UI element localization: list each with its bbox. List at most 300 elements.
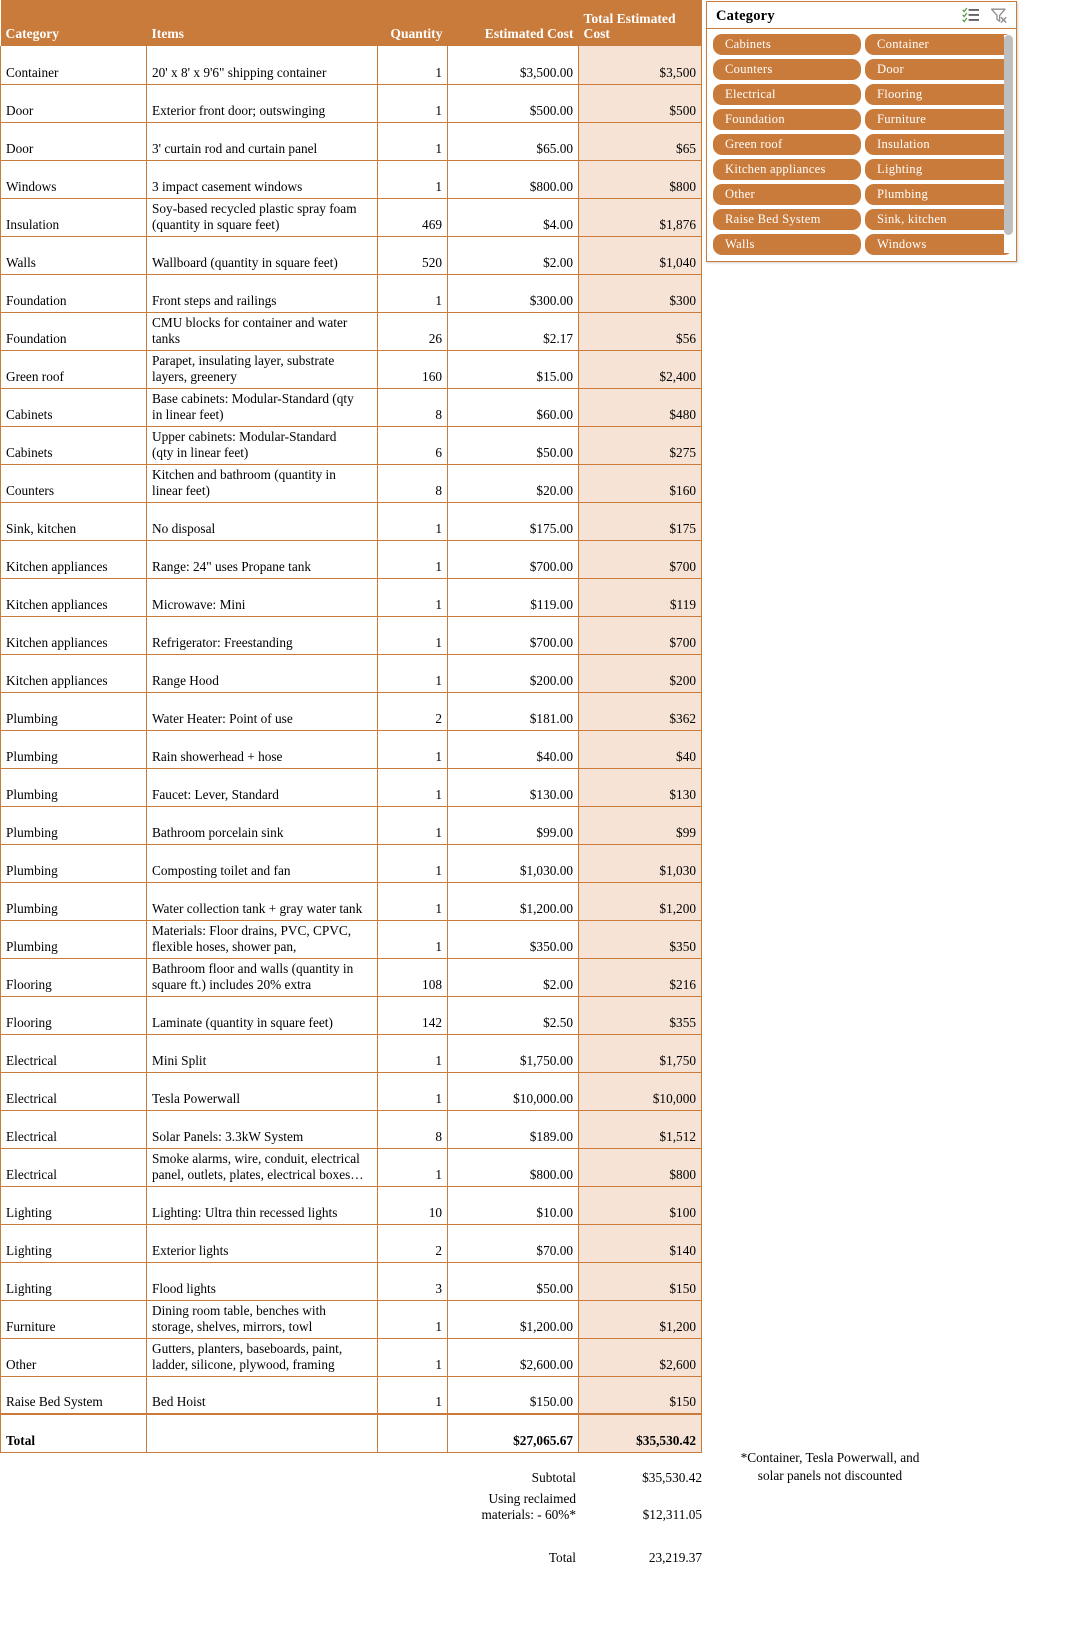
cell-total-estimated-cost: $700 [579, 540, 702, 578]
total-row-label: Total [1, 1414, 147, 1452]
discount-label-line1: Using reclaimed [488, 1490, 576, 1506]
cell-total-estimated-cost: $100 [579, 1186, 702, 1224]
cell-item [147, 1034, 378, 1072]
discount-label-line2: materials: - 60%* [481, 1507, 576, 1523]
cell-total-estimated-cost: $99 [579, 806, 702, 844]
cell-estimated-cost: $700.00 [448, 616, 579, 654]
cell-quantity: 1 [378, 1300, 448, 1338]
table-header [1, 0, 702, 46]
cell-estimated-cost: $2.50 [448, 996, 579, 1034]
column-header-total-estimated-cost [579, 0, 702, 46]
cell-item [147, 1338, 378, 1376]
cell-estimated-cost: $40.00 [448, 730, 579, 768]
table-row [1, 654, 702, 692]
cell-total-estimated-cost: $275 [579, 426, 702, 464]
slicer-item[interactable]: Walls [713, 234, 861, 255]
cell-quantity: 1 [378, 768, 448, 806]
cell-item-line1: Composting toilet and fan [152, 862, 291, 878]
cell-category: Plumbing [1, 768, 147, 806]
cell-estimated-cost: $2.00 [448, 236, 579, 274]
cell-quantity: 1 [378, 806, 448, 844]
table-row [1, 730, 702, 768]
slicer-item[interactable]: Container [865, 34, 1013, 55]
cell-item-line1: Wallboard (quantity in square feet) [152, 254, 338, 270]
cell-quantity: 1 [378, 578, 448, 616]
cell-estimated-cost: $50.00 [448, 1262, 579, 1300]
cell-quantity: 520 [378, 236, 448, 274]
multi-select-icon[interactable] [962, 7, 980, 24]
table-row [1, 236, 702, 274]
cell-total-estimated-cost: $362 [579, 692, 702, 730]
cell-item-line1: Dining room table, benches with [152, 1303, 326, 1319]
slicer-item[interactable]: Insulation [865, 134, 1013, 155]
table-row [1, 502, 702, 540]
slicer-item[interactable]: Green roof [713, 134, 861, 155]
cell-estimated-cost: $500.00 [448, 84, 579, 122]
cell-category: Plumbing [1, 844, 147, 882]
total-row-estimated-cost: $27,065.67 [448, 1414, 579, 1452]
cell-estimated-cost: $800.00 [448, 160, 579, 198]
cell-category: Plumbing [1, 692, 147, 730]
cell-estimated-cost: $2.17 [448, 312, 579, 350]
cell-item [147, 46, 378, 84]
table-row [1, 46, 702, 84]
cell-category: Cabinets [1, 426, 147, 464]
cell-total-estimated-cost: $1,750 [579, 1034, 702, 1072]
cell-item [147, 274, 378, 312]
cell-item-line1: Solar Panels: 3.3kW System [152, 1128, 304, 1144]
slicer-item[interactable]: Other [713, 184, 861, 205]
cell-item-line1: Kitchen and bathroom (quantity in [152, 467, 336, 483]
cell-total-estimated-cost: $3,500 [579, 46, 702, 84]
cell-item [147, 806, 378, 844]
cell-item [147, 464, 378, 502]
cell-item [147, 1148, 378, 1186]
cell-total-estimated-cost: $140 [579, 1224, 702, 1262]
cell-category: Lighting [1, 1224, 147, 1262]
cell-item-line1: Gutters, planters, baseboards, paint, [152, 1341, 343, 1357]
category-slicer-panel[interactable] [706, 1, 1017, 262]
cell-item-line1: Water Heater: Point of use [152, 710, 293, 726]
cell-item-line2: tanks [152, 330, 181, 346]
cell-item [147, 1110, 378, 1148]
cell-category: Flooring [1, 996, 147, 1034]
cell-quantity: 26 [378, 312, 448, 350]
cell-category: Cabinets [1, 388, 147, 426]
table-row [1, 1072, 702, 1110]
cell-quantity: 1 [378, 1034, 448, 1072]
clear-filter-icon[interactable] [990, 7, 1008, 24]
slicer-item[interactable]: Plumbing [865, 184, 1013, 205]
cell-category: Plumbing [1, 882, 147, 920]
footnote-line2: solar panels not discounted [757, 1467, 903, 1483]
cell-total-estimated-cost: $700 [579, 616, 702, 654]
table-row [1, 1376, 702, 1414]
cell-item [147, 654, 378, 692]
summary-spacer [430, 1526, 702, 1548]
cell-item-line1: 3' curtain rod and curtain panel [152, 140, 318, 156]
cell-total-estimated-cost: $200 [579, 654, 702, 692]
cell-item [147, 920, 378, 958]
cell-item-line2: in linear feet) [152, 406, 224, 422]
cell-item-line1: Laminate (quantity in square feet) [152, 1014, 333, 1030]
cell-estimated-cost: $10.00 [448, 1186, 579, 1224]
table-row [1, 806, 702, 844]
slicer-item[interactable]: Flooring [865, 84, 1013, 105]
table-row [1, 1300, 702, 1338]
table-total-row [1, 1414, 702, 1452]
cell-item-line1: Bathroom porcelain sink [152, 824, 284, 840]
cell-item [147, 730, 378, 768]
cell-item-line2: (qty in linear feet) [152, 444, 249, 460]
cell-quantity: 142 [378, 996, 448, 1034]
cell-category: Electrical [1, 1034, 147, 1072]
cell-item-line1: CMU blocks for container and water [152, 315, 348, 331]
cell-estimated-cost: $2,600.00 [448, 1338, 579, 1376]
cell-quantity: 3 [378, 1262, 448, 1300]
discount-label [430, 1489, 590, 1526]
cell-estimated-cost: $3,500.00 [448, 46, 579, 84]
cell-category: Raise Bed System [1, 1376, 147, 1414]
cell-item [147, 578, 378, 616]
cell-quantity: 2 [378, 692, 448, 730]
cell-category: Other [1, 1338, 147, 1376]
cell-item-line1: Exterior lights [152, 1242, 229, 1258]
cell-total-estimated-cost: $1,200 [579, 1300, 702, 1338]
slicer-item[interactable]: Counters [713, 59, 861, 80]
grand-total-label: Total [548, 1549, 576, 1565]
cell-estimated-cost: $130.00 [448, 768, 579, 806]
cell-estimated-cost: $119.00 [448, 578, 579, 616]
cell-quantity: 1 [378, 1376, 448, 1414]
cell-item-line2: ladder, silicone, plywood, framing [152, 1356, 335, 1372]
cell-total-estimated-cost: $300 [579, 274, 702, 312]
cell-item [147, 312, 378, 350]
table-row [1, 1034, 702, 1072]
slicer-title: Category [716, 8, 775, 24]
table-row [1, 388, 702, 426]
cell-item-line2: square ft.) includes 20% extra [152, 976, 312, 992]
slicer-item[interactable]: Kitchen appliances [713, 159, 861, 180]
footnote [712, 1449, 948, 1485]
cell-item [147, 958, 378, 996]
cell-category: Foundation [1, 312, 147, 350]
cell-item-line2: (quantity in square feet) [152, 216, 280, 232]
cell-quantity: 10 [378, 1186, 448, 1224]
cell-item [147, 768, 378, 806]
summary-block [430, 1468, 702, 1568]
cell-item [147, 616, 378, 654]
cell-category: Kitchen appliances [1, 540, 147, 578]
cell-total-estimated-cost: $800 [579, 1148, 702, 1186]
cell-category: Kitchen appliances [1, 616, 147, 654]
cell-item-line1: 20' x 8' x 9'6" shipping container [152, 64, 327, 80]
cell-total-estimated-cost: $150 [579, 1376, 702, 1414]
cell-total-estimated-cost: $160 [579, 464, 702, 502]
cell-category: Electrical [1, 1072, 147, 1110]
table-row [1, 198, 702, 236]
cell-estimated-cost: $350.00 [448, 920, 579, 958]
cell-category: Plumbing [1, 920, 147, 958]
table-row [1, 274, 702, 312]
spacer-cell-left [430, 1526, 590, 1548]
cell-item-line1: Tesla Powerwall [152, 1090, 241, 1106]
cell-category: Furniture [1, 1300, 147, 1338]
spacer-cell-right [590, 1526, 702, 1548]
cell-item-line1: Range Hood [152, 672, 219, 688]
cell-total-estimated-cost: $1,040 [579, 236, 702, 274]
cell-quantity: 160 [378, 350, 448, 388]
slicer-item[interactable]: Foundation [713, 109, 861, 130]
table-row [1, 84, 702, 122]
cell-category: Flooring [1, 958, 147, 996]
cell-item [147, 198, 378, 236]
slicer-header [707, 2, 1016, 29]
table-row [1, 958, 702, 996]
cell-quantity: 1 [378, 920, 448, 958]
cell-category: Electrical [1, 1110, 147, 1148]
cell-estimated-cost: $15.00 [448, 350, 579, 388]
cell-quantity: 1 [378, 274, 448, 312]
cell-total-estimated-cost: $65 [579, 122, 702, 160]
cell-category: Green roof [1, 350, 147, 388]
slicer-item[interactable]: Door [865, 59, 1013, 80]
cell-category: Walls [1, 236, 147, 274]
column-header-quantity: Quantity [378, 0, 448, 46]
cell-total-estimated-cost: $480 [579, 388, 702, 426]
cell-category: Kitchen appliances [1, 654, 147, 692]
grand-total-value: 23,219.37 [648, 1549, 702, 1565]
cell-estimated-cost: $800.00 [448, 1148, 579, 1186]
cell-estimated-cost: $4.00 [448, 198, 579, 236]
slicer-item[interactable]: Furniture [865, 109, 1013, 130]
cell-estimated-cost: $150.00 [448, 1376, 579, 1414]
table-body [1, 46, 702, 1452]
cell-total-estimated-cost: $150 [579, 1262, 702, 1300]
column-header-category: Category [1, 0, 147, 46]
summary-table [430, 1468, 702, 1568]
cell-item-line1: Mini Split [152, 1052, 207, 1068]
summary-row-subtotal [430, 1468, 702, 1489]
cell-item-line2: storage, shelves, mirrors, towl [152, 1318, 313, 1334]
cell-estimated-cost: $20.00 [448, 464, 579, 502]
cell-category: Insulation [1, 198, 147, 236]
table-row [1, 768, 702, 806]
cell-item [147, 502, 378, 540]
cell-item [147, 350, 378, 388]
slicer-item[interactable]: Lighting [865, 159, 1013, 180]
total-row-item [147, 1414, 378, 1452]
cell-total-estimated-cost: $1,512 [579, 1110, 702, 1148]
discount-value: $12,311.05 [642, 1507, 702, 1523]
slicer-item[interactable]: Raise Bed System [713, 209, 861, 230]
cell-total-estimated-cost: $1,030 [579, 844, 702, 882]
cell-category: Door [1, 122, 147, 160]
cell-quantity: 1 [378, 730, 448, 768]
table-row [1, 1148, 702, 1186]
cell-total-estimated-cost: $119 [579, 578, 702, 616]
cell-total-estimated-cost: $130 [579, 768, 702, 806]
cell-total-estimated-cost: $56 [579, 312, 702, 350]
cell-quantity: 469 [378, 198, 448, 236]
cell-estimated-cost: $65.00 [448, 122, 579, 160]
table-row [1, 426, 702, 464]
cell-estimated-cost: $60.00 [448, 388, 579, 426]
table-row [1, 1224, 702, 1262]
cell-quantity: 6 [378, 426, 448, 464]
cell-estimated-cost: $1,030.00 [448, 844, 579, 882]
cell-quantity: 1 [378, 84, 448, 122]
cell-item-line1: Bed Hoist [152, 1394, 206, 1410]
cell-total-estimated-cost: $216 [579, 958, 702, 996]
table-row [1, 312, 702, 350]
cell-item-line1: Rain showerhead + hose [152, 748, 283, 764]
table-row [1, 882, 702, 920]
cell-category: Lighting [1, 1262, 147, 1300]
subtotal-value: $35,530.42 [642, 1470, 702, 1485]
cell-item [147, 1300, 378, 1338]
column-header-items: Items [147, 0, 378, 46]
cell-estimated-cost: $189.00 [448, 1110, 579, 1148]
cell-quantity: 8 [378, 388, 448, 426]
column-header-total-line2: Cost [583, 26, 610, 42]
cell-item-line1: Bathroom floor and walls (quantity in [152, 961, 354, 977]
cell-item [147, 84, 378, 122]
total-row-quantity [378, 1414, 448, 1452]
table-row [1, 1110, 702, 1148]
cell-quantity: 1 [378, 540, 448, 578]
table-row [1, 1186, 702, 1224]
cell-item [147, 540, 378, 578]
cell-estimated-cost: $1,200.00 [448, 882, 579, 920]
slicer-item[interactable]: Sink, kitchen [865, 209, 1013, 230]
cell-estimated-cost: $70.00 [448, 1224, 579, 1262]
slicer-item[interactable]: Cabinets [713, 34, 861, 55]
table-row [1, 692, 702, 730]
table-row [1, 122, 702, 160]
cell-item [147, 1072, 378, 1110]
slicer-item[interactable]: Windows [865, 234, 1013, 255]
cell-item-line1: Soy-based recycled plastic spray foam [152, 201, 357, 217]
cell-item-line1: Water collection tank + gray water tank [152, 900, 363, 916]
cell-item-line1: 3 impact casement windows [152, 178, 303, 194]
summary-row-discount [430, 1489, 702, 1526]
cell-item-line2: flexible hoses, shower pan, [152, 938, 297, 954]
cell-estimated-cost: $300.00 [448, 274, 579, 312]
cell-item-line1: Smoke alarms, wire, conduit, electrical [152, 1151, 360, 1167]
slicer-scrollbar-thumb[interactable] [1004, 35, 1013, 235]
table-row [1, 160, 702, 198]
cell-item [147, 122, 378, 160]
cell-item [147, 426, 378, 464]
cell-category: Lighting [1, 1186, 147, 1224]
cell-category: Windows [1, 160, 147, 198]
cell-category: Foundation [1, 274, 147, 312]
cell-quantity: 1 [378, 1148, 448, 1186]
cell-quantity: 1 [378, 654, 448, 692]
cell-item-line1: Microwave: Mini [152, 596, 246, 612]
cell-estimated-cost: $1,200.00 [448, 1300, 579, 1338]
table-row [1, 996, 702, 1034]
column-header-total-line1: Total Estimated [583, 10, 676, 26]
cell-quantity: 1 [378, 1072, 448, 1110]
cell-estimated-cost: $99.00 [448, 806, 579, 844]
cell-total-estimated-cost: $350 [579, 920, 702, 958]
table-row [1, 350, 702, 388]
cell-item [147, 1224, 378, 1262]
cell-quantity: 1 [378, 46, 448, 84]
cell-item-line1: Range: 24" uses Propane tank [152, 558, 312, 574]
footnote-line1: *Container, Tesla Powerwall, and [740, 1450, 920, 1465]
cell-total-estimated-cost: $10,000 [579, 1072, 702, 1110]
cell-total-estimated-cost: $40 [579, 730, 702, 768]
cell-quantity: 1 [378, 1338, 448, 1376]
cell-item [147, 236, 378, 274]
cell-item-line2: layers, greenery [152, 368, 237, 384]
cell-item [147, 1262, 378, 1300]
cell-item-line1: Flood lights [152, 1280, 216, 1296]
cell-category: Container [1, 46, 147, 84]
cell-total-estimated-cost: $500 [579, 84, 702, 122]
cell-item-line1: Materials: Floor drains, PVC, CPVC, [152, 923, 352, 939]
slicer-item-grid [713, 34, 1013, 255]
cell-category: Counters [1, 464, 147, 502]
cell-item [147, 692, 378, 730]
cell-category: Plumbing [1, 730, 147, 768]
cell-item-line1: No disposal [152, 520, 216, 536]
cell-item-line1: Faucet: Lever, Standard [152, 786, 279, 802]
summary-row-total [430, 1548, 702, 1569]
cell-estimated-cost: $1,750.00 [448, 1034, 579, 1072]
cell-item [147, 996, 378, 1034]
cell-total-estimated-cost: $2,600 [579, 1338, 702, 1376]
slicer-scrollbar[interactable] [1004, 35, 1013, 253]
cell-quantity: 1 [378, 616, 448, 654]
cell-estimated-cost: $700.00 [448, 540, 579, 578]
cell-quantity: 1 [378, 882, 448, 920]
cell-quantity: 2 [378, 1224, 448, 1262]
cell-item-line1: Parapet, insulating layer, substrate [152, 353, 335, 369]
slicer-item[interactable]: Electrical [713, 84, 861, 105]
table-row [1, 578, 702, 616]
cell-total-estimated-cost: $2,400 [579, 350, 702, 388]
cell-estimated-cost: $175.00 [448, 502, 579, 540]
cell-total-estimated-cost: $355 [579, 996, 702, 1034]
cell-estimated-cost: $50.00 [448, 426, 579, 464]
cell-estimated-cost: $181.00 [448, 692, 579, 730]
cell-item-line1: Exterior front door; outswinging [152, 102, 326, 118]
total-row-total-estimated-cost: $35,530.42 [579, 1414, 702, 1452]
cell-estimated-cost: $200.00 [448, 654, 579, 692]
cell-total-estimated-cost: $1,876 [579, 198, 702, 236]
cell-item-line1: Upper cabinets: Modular-Standard [152, 429, 337, 445]
cell-category: Plumbing [1, 806, 147, 844]
cell-category: Electrical [1, 1148, 147, 1186]
cell-item [147, 160, 378, 198]
cell-item-line1: Base cabinets: Modular-Standard (qty [152, 391, 354, 407]
table-row [1, 616, 702, 654]
cell-item-line2: linear feet) [152, 482, 210, 498]
cell-quantity: 1 [378, 122, 448, 160]
cell-item-line1: Refrigerator: Freestanding [152, 634, 293, 650]
cell-quantity: 8 [378, 464, 448, 502]
table-row [1, 1262, 702, 1300]
table-row [1, 844, 702, 882]
cell-quantity: 1 [378, 502, 448, 540]
cell-item-line1: Front steps and railings [152, 292, 277, 308]
cell-quantity: 8 [378, 1110, 448, 1148]
table-row [1, 1338, 702, 1376]
